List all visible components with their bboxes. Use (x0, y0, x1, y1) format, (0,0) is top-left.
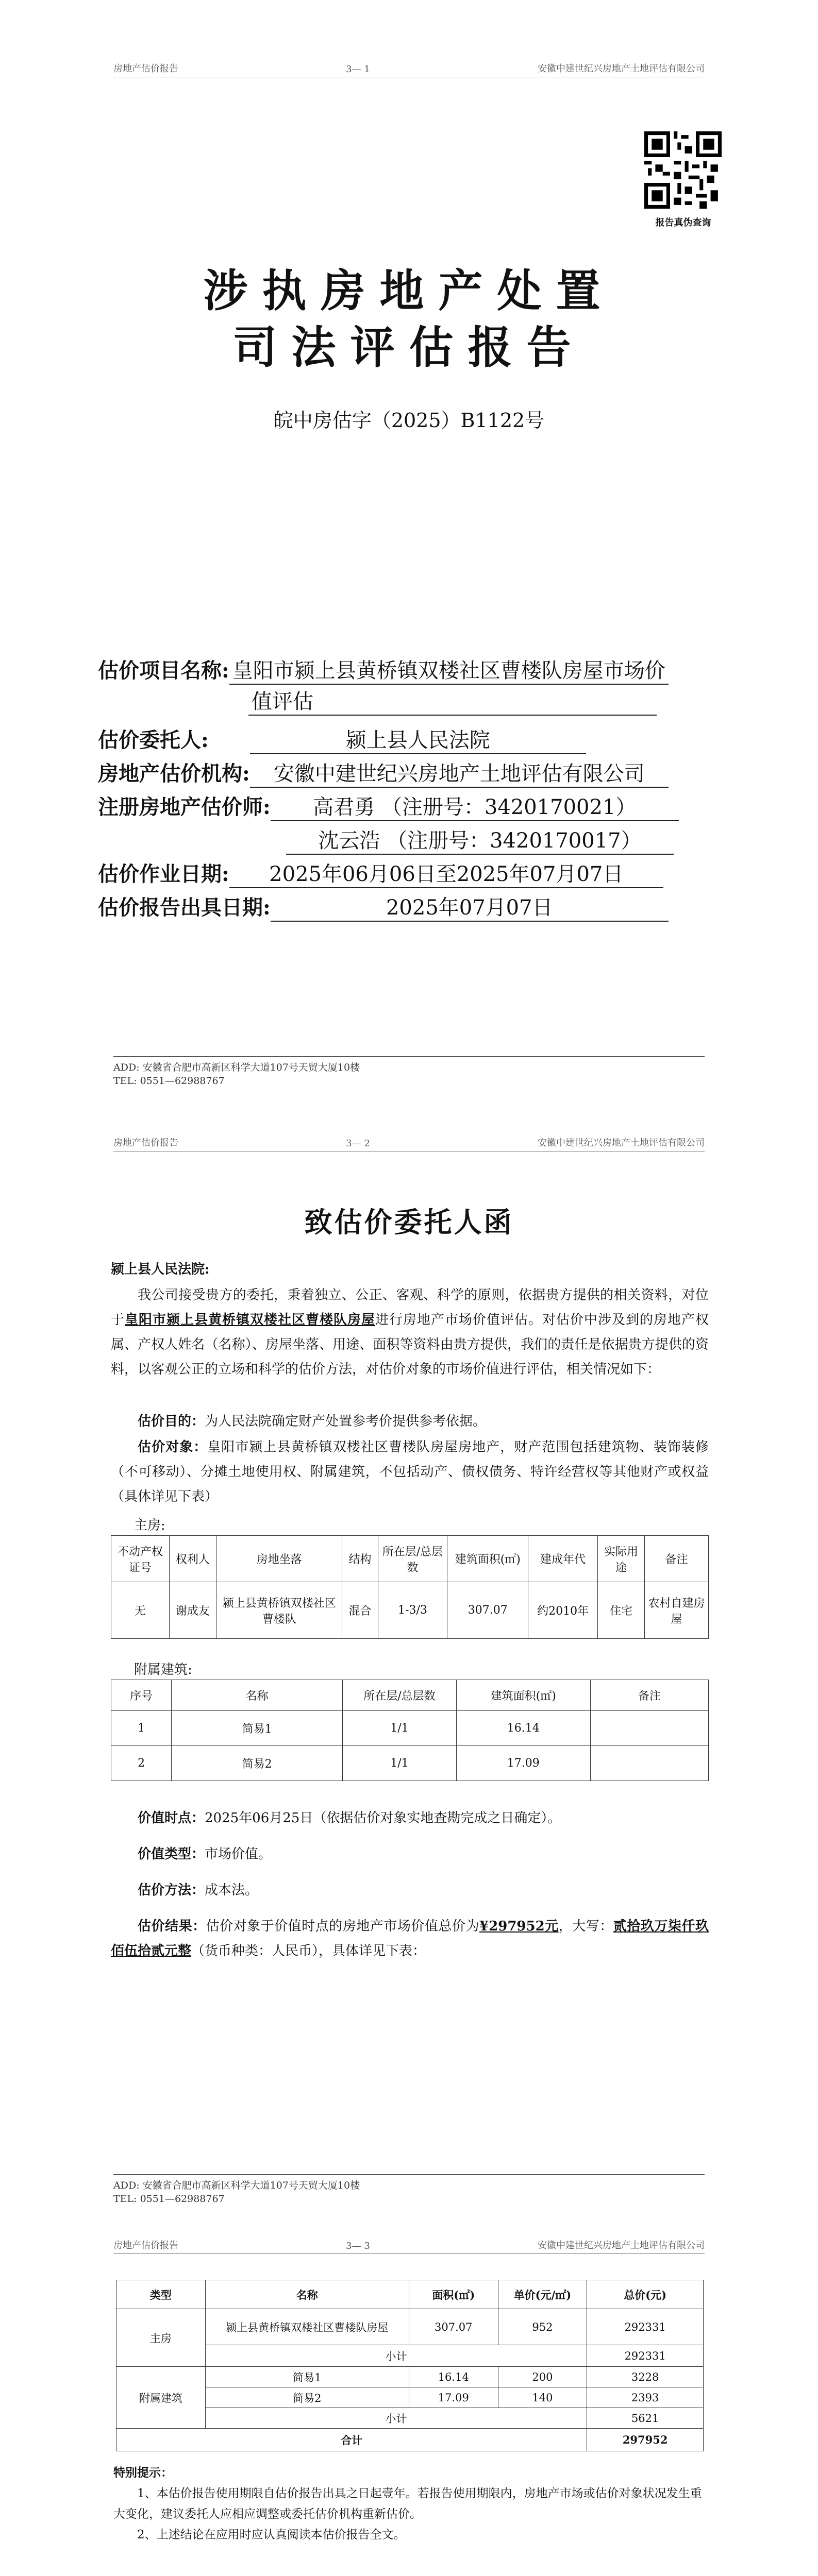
appraiser-1-value: 高君勇 （注册号：3420170021） (271, 791, 679, 821)
field-agency: 房地产估价机构: 安徽中建世纪兴房地产土地评估有限公司 (98, 757, 716, 788)
page-header (113, 59, 705, 77)
result-paragraph: 估价结果：估价对象于价值时点的房地产市场价值总价为¥297952元，大写：贰拾玖万柒仟玖佰伍拾贰元整（货币种类：人民币），具体详见下表： (111, 1919, 709, 1959)
table-row: 2 简易2 1/1 17.09 (111, 1746, 709, 1781)
table-row: 主房 颍上县黄桥镇双楼社区曹楼队房屋 307.07 952 292331 (116, 2309, 704, 2345)
client-value: 颍上县人民法院 (250, 724, 586, 754)
field-appraiser-2 (286, 824, 818, 855)
annex-label: 附属建筑: (134, 1662, 192, 1677)
page-footer (113, 1056, 705, 1088)
field-appraiser-1: 注册房地产估价师: 高君勇 （注册号：3420170021） (98, 791, 716, 821)
report-number: 皖中房估字（2025）B1122号 (273, 409, 545, 432)
main-house-label: 主房: (134, 1518, 165, 1533)
method-paragraph: 估价方法：成本法。 (138, 1883, 259, 1898)
table-row: 小计 292331 (116, 2345, 704, 2367)
appraiser-2-value: 沈云浩 （注册号：3420170017） (286, 824, 674, 855)
footer-address: ADD: 安徽省合肥市高新区科学大道107号天贸大厦10楼 (113, 1062, 360, 1073)
field-issue-date: 估价报告出具日期: 2025年07月07日 (98, 891, 716, 922)
result-amount: ¥297952元 (479, 1919, 559, 1934)
table-row: 小计 5621 (116, 2408, 704, 2429)
header-left: 房地产估价报告 (113, 63, 178, 74)
cover-title-line1: 涉执房地产处置 (203, 265, 615, 317)
field-project-name: 估价项目名称: 皇阳市颍上县黄桥镇双楼社区曹楼队房屋市场价 (98, 654, 716, 685)
value-time-paragraph: 价值时点：2025年06月25日（依据估价对象实地查勘完成之日确定）。 (138, 1810, 561, 1826)
value-type-paragraph: 价值类型：市场价值。 (138, 1846, 272, 1862)
project-name-value-cont: 值评估 (248, 685, 657, 716)
qr-code-icon[interactable] (644, 131, 722, 209)
table-row: 合计 297952 (116, 2429, 704, 2451)
main-house-table: 不动产权证号 权利人 房地坐落 结构 所在层/总层数 建筑面积(㎡) 建成年代 实际用途 备注 无 谢成友 颍上县黄桥镇双楼社区曹楼队 混合 1-3/3 307.07 约2010年 住宅 农村自建房屋 (111, 1535, 709, 1639)
result-table: 类型 名称 面积(㎡) 单价(元/㎡) 总价(元) 主房 颍上县黄桥镇双楼社区曹楼队房屋 307.07 952 292331 小计 292331 附属建筑 简易1 16.14 200 3228 简易2 17.09 140 2393 小计 5621 合计 297952 (116, 2280, 704, 2451)
letter-page (0, 1128, 818, 2231)
object-paragraph: 估价对象：皇阳市颍上县黄桥镇双楼社区曹楼队房屋房地产，财产范围包括建筑物、装饰装修（不可移动）、分摊土地使用权、附属建筑，不包括动产、债权债务、特许经营权等其他财产或权益（具体详见下表） (111, 1439, 709, 1504)
field-work-date: 估价作业日期: 2025年06月06日至2025年07月07日 (98, 858, 716, 888)
intro-paragraph: 我公司接受贵方的委托，秉着独立、公正、客观、科学的原则，依据贵方提供的相关资料，对位于皇阳市颍上县黄桥镇双楼社区曹楼队房屋进行房地产市场价值评估。对估价中涉及到的房地产权属、产权人姓名（名称）、房屋坐落、用途、面积等资料由贵方提供，我们的责任是依据贵方提供的资料，以客观公正的立场和科学的估价方法，对估价对象的市场价值进行评估，相关情况如下： (111, 1287, 709, 1377)
special-notes (113, 2463, 706, 2545)
table-row: 附属建筑 简易1 16.14 200 3228 (116, 2367, 704, 2387)
table-row: 简易2 17.09 140 2393 (116, 2387, 704, 2408)
agency-value: 安徽中建世纪兴房地产土地评估有限公司 (250, 757, 669, 788)
purpose-paragraph: 估价目的：为人民法院确定财产处置参考价提供参考依据。 (138, 1414, 487, 1429)
page-header: 房地产估价报告 3— 3 安徽中建世纪兴房地产土地评估有限公司 (113, 2236, 705, 2254)
cover-page (0, 0, 818, 1128)
result-page (0, 2231, 818, 2576)
work-date-value: 2025年06月06日至2025年07月07日 (229, 858, 663, 888)
letter-title: 致估价委托人函 (304, 1206, 514, 1239)
result-amount-upper: 贰拾玖万柒仟玖佰伍拾贰元整 (111, 1919, 709, 1959)
qr-caption: 报告真伪查询 (655, 217, 711, 228)
header-right: 安徽中建世纪兴房地产土地评估有限公司 (537, 63, 705, 74)
field-project-name-cont (248, 685, 818, 716)
note-item: 2、上述结论在应用时应认真阅读本估价报告全文。 (137, 2528, 406, 2541)
footer-tel: TEL: 0551—62988767 (113, 1075, 225, 1087)
annex-table: 序号 名称 所在层/总层数 建筑面积(㎡) 备注 1 简易1 1/1 16.14 2 简易2 1/1 17.09 (111, 1680, 709, 1781)
cover-title-line2: 司法评估报告 (232, 321, 586, 374)
issue-date-value: 2025年07月07日 (271, 891, 669, 922)
note-item: 1、本估价报告使用期限自估价报告出具之日起壹年。若报告使用期限内，房地产市场或估价对象状况发生重大变化，建议委托人应相应调整或委托估价机构重新估价。 (113, 2487, 702, 2521)
table-row: 无 谢成友 颍上县黄桥镇双楼社区曹楼队 混合 1-3/3 307.07 约2010年 住宅 农村自建房屋 (111, 1582, 709, 1639)
project-name-value: 皇阳市颍上县黄桥镇双楼社区曹楼队房屋市场价 (229, 654, 669, 685)
salutation: 颍上县人民法院: (111, 1262, 210, 1277)
field-client: 估价委托人: 颍上县人民法院 (98, 724, 716, 754)
notes-title: 特别提示： (113, 2466, 173, 2480)
page-header: 房地产估价报告 3— 2 安徽中建世纪兴房地产土地评估有限公司 (113, 1133, 705, 1151)
table-row: 1 简易1 1/1 16.14 (111, 1711, 709, 1746)
header-page-no: 3— 1 (346, 64, 370, 75)
page-footer: ADD: 安徽省合肥市高新区科学大道107号天贸大厦10楼 TEL: 0551—62988767 (113, 2174, 705, 2206)
